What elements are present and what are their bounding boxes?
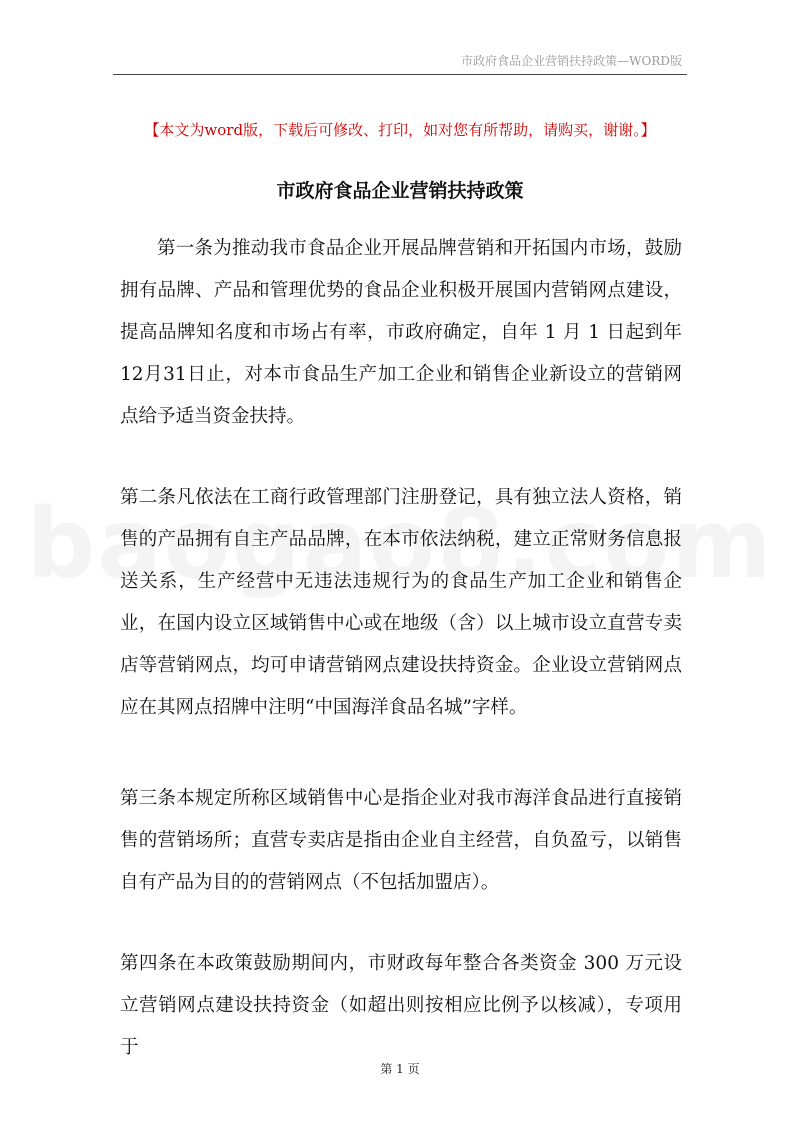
running-header: 市政府食品企业营销扶持政策—WORD版	[461, 54, 682, 68]
paragraph-article-4: 第四条在本政策鼓励期间内，市财政每年整合各类资金 300 万元设立营销网点建设扶持资金（如超出则按相应比例予以核减），专项用于	[120, 953, 682, 1058]
document-title: 市政府食品企业营销扶持政策	[276, 180, 524, 202]
paragraph-article-1: 第一条为推动我市食品企业开展品牌营销和开拓国内市场，鼓励拥有品牌、产品和管理优势的食品企业积极开展国内营销网点建设，提高品牌知名度和市场占有率，市政府确定，自年 1 月 1 日起到年 12月31日止，对本市食品生产加工企业和销售企业新设立的营销网点给予适当资金扶持。	[120, 238, 682, 427]
header-divider	[113, 74, 687, 75]
paragraph-article-3: 第三条本规定所称区域销售中心是指企业对我市海洋食品进行直接销售的营销场所；直营专卖店是指由企业自主经营，自负盈亏，以销售自有产品为目的的营销网点（不包括加盟店）。	[120, 788, 682, 893]
page-number: 第 1 页	[380, 1062, 420, 1076]
paragraph-article-2: 第二条凡依法在工商行政管理部门注册登记，具有独立法人资格，销售的产品拥有自主产品品牌，在本市依法纳税，建立正常财务信息报送关系，生产经营中无违法违规行为的食品生产加工企业和销售企业，在国内设立区域销售中心或在地级（含）以上城市设立直营专卖店等营销网点，均可申请营销网点建设扶持资金。企业设立营销网点应在其网点招牌中注明“中国海洋食品名城”字样。	[120, 487, 682, 718]
purchase-notice: 【本文为word版，下载后可修改、打印，如对您有所帮助，请购买，谢谢。】	[144, 121, 656, 139]
